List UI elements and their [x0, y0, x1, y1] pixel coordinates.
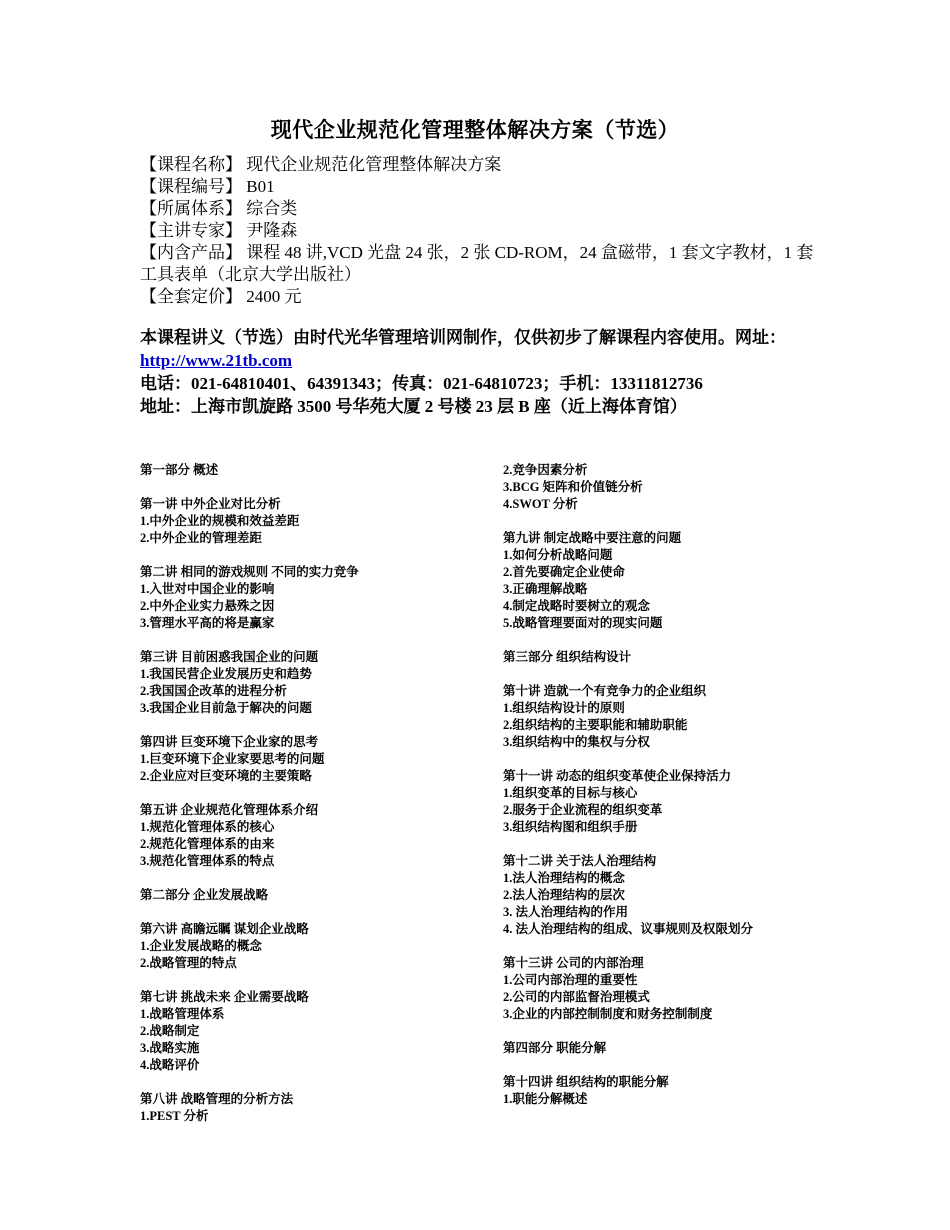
section-gap	[503, 632, 833, 649]
info-label: 【主讲专家】	[140, 221, 242, 240]
toc-item: 3.BCG 矩阵和价值链分析	[503, 480, 643, 494]
toc-item: 2.战略管理的特点	[140, 956, 237, 970]
toc-item: 2.服务于企业流程的组织变革	[503, 803, 663, 817]
section-gap	[140, 972, 480, 989]
toc-heading: 第十二讲 关于法人治理结构	[503, 854, 657, 868]
toc-item: 1.组织变革的目标与核心	[503, 786, 638, 800]
toc-item: 3.管理水平高的将是赢家	[140, 616, 275, 630]
toc-item: 1.企业发展战略的概念	[140, 939, 262, 953]
notice-description: 本课程讲义（节选）由时代光华管理培训网制作，仅供初步了解课程内容使用。网址：	[140, 328, 786, 347]
toc-heading: 第七讲 挑战未来 企业需要战略	[140, 990, 309, 1004]
info-row-category	[140, 198, 820, 220]
toc-item: 2.规范化管理体系的由来	[140, 837, 275, 851]
course-info	[140, 154, 820, 308]
info-row-course-name	[140, 154, 820, 176]
info-label: 【所属体系】	[140, 199, 242, 218]
toc-item: 3.规范化管理体系的特点	[140, 854, 275, 868]
toc-item: 1.入世对中国企业的影响	[140, 582, 275, 596]
toc-item: 3.我国企业目前急于解决的问题	[140, 701, 312, 715]
toc-heading: 第十三讲 公司的内部治理	[503, 956, 644, 970]
info-value: 课程 48 讲,VCD 光盘 24 张，2 张 CD-ROM，24 盒磁带，1 套文字教材，1 套工具表单（北京大学出版社）	[140, 243, 814, 284]
toc-item: 1.规范化管理体系的核心	[140, 820, 275, 834]
info-value: 尹隆森	[246, 221, 298, 240]
section-gap	[503, 513, 833, 530]
document-title: 现代企业规范化管理整体解决方案（节选）	[270, 118, 680, 142]
contact-phone: 电话：021-64810401、64391343；传真：021-64810723；手机：13311812736	[140, 374, 703, 393]
toc-heading: 第五讲 企业规范化管理体系介绍	[140, 803, 319, 817]
toc-item: 3.战略实施	[140, 1041, 200, 1055]
section-gap	[503, 751, 833, 768]
toc-heading: 第一讲 中外企业对比分析	[140, 497, 281, 511]
toc-item: 1.如何分析战略问题	[503, 548, 613, 562]
section-gap	[140, 785, 480, 802]
toc-item: 4. 法人治理结构的组成、议事规则及权限划分	[503, 922, 754, 936]
info-row-lecturer	[140, 220, 820, 242]
toc-item: 1.PEST 分析	[140, 1109, 209, 1123]
section-gap	[140, 632, 480, 649]
toc-item: 1.职能分解概述	[503, 1092, 588, 1106]
toc-left-column	[140, 462, 480, 1125]
info-label: 【课程编号】	[140, 177, 242, 196]
toc-item: 2.公司的内部监督治理模式	[503, 990, 650, 1004]
toc-item: 5.战略管理要面对的现实问题	[503, 616, 663, 630]
section-gap	[503, 1023, 833, 1040]
section-gap	[140, 717, 480, 734]
contact-address: 地址：上海市凯旋路 3500 号华苑大厦 2 号楼 23 层 B 座（近上海体育馆）	[140, 397, 687, 416]
toc-item: 3.正确理解战略	[503, 582, 588, 596]
section-gap	[503, 666, 833, 683]
toc-heading: 第六讲 高瞻远瞩 谋划企业战略	[140, 922, 309, 936]
toc-heading: 第十四讲 组织结构的职能分解	[503, 1075, 669, 1089]
info-value: 综合类	[246, 199, 298, 218]
toc-heading: 第三部分 组织结构设计	[503, 650, 632, 664]
section-gap	[140, 1074, 480, 1091]
info-value: 现代企业规范化管理整体解决方案	[246, 155, 502, 174]
toc-heading: 第九讲 制定战略中要注意的问题	[503, 531, 682, 545]
toc-item: 2.我国国企改革的进程分析	[140, 684, 287, 698]
website-link[interactable]: http://www.21tb.com	[140, 351, 293, 370]
toc-item: 2.战略制定	[140, 1024, 200, 1038]
info-row-products	[140, 242, 820, 286]
section-gap	[503, 938, 833, 955]
info-value: B01	[246, 177, 275, 196]
toc-item: 4.制定战略时要树立的观念	[503, 599, 650, 613]
toc-item: 2.法人治理结构的层次	[503, 888, 625, 902]
info-value: 2400 元	[246, 287, 302, 306]
notice-text	[140, 326, 820, 372]
toc-item: 1.中外企业的规模和效益差距	[140, 514, 300, 528]
info-row-course-code	[140, 176, 820, 198]
toc-item: 1.巨变环境下企业家要思考的问题	[140, 752, 325, 766]
info-row-price	[140, 286, 820, 308]
toc-heading: 第四部分 职能分解	[503, 1041, 607, 1055]
toc-item: 2.首先要确定企业使命	[503, 565, 625, 579]
toc-item: 1.战略管理体系	[140, 1007, 225, 1021]
toc-item: 2.企业应对巨变环境的主要策略	[140, 769, 312, 783]
section-gap	[140, 479, 480, 496]
section-gap	[140, 870, 480, 887]
toc-heading: 第三讲 目前困惑我国企业的问题	[140, 650, 319, 664]
toc-item: 1.组织结构设计的原则	[503, 701, 625, 715]
toc-item: 3. 法人治理结构的作用	[503, 905, 629, 919]
section-gap	[140, 547, 480, 564]
toc-item: 2.组织结构的主要职能和辅助职能	[503, 718, 688, 732]
toc-item: 1.我国民营企业发展历史和趋势	[140, 667, 312, 681]
info-label: 【全套定价】	[140, 287, 242, 306]
toc-heading: 第八讲 战略管理的分析方法	[140, 1092, 294, 1106]
info-label: 【内含产品】	[140, 243, 242, 262]
info-label: 【课程名称】	[140, 155, 242, 174]
toc-item: 2.中外企业实力悬殊之因	[140, 599, 275, 613]
toc-heading: 第二部分 企业发展战略	[140, 888, 269, 902]
toc-heading: 第十一讲 动态的组织变革使企业保持活力	[503, 769, 732, 783]
toc-heading: 第一部分 概述	[140, 463, 219, 477]
toc-item: 4.SWOT 分析	[503, 497, 578, 511]
toc-item: 3.企业的内部控制制度和财务控制制度	[503, 1007, 713, 1021]
toc-item: 3.组织结构图和组织手册	[503, 820, 638, 834]
toc-heading: 第十讲 造就一个有竞争力的企业组织	[503, 684, 707, 698]
toc-item: 3.组织结构中的集权与分权	[503, 735, 650, 749]
toc-item: 1.公司内部治理的重要性	[503, 973, 638, 987]
toc-item: 2.竞争因素分析	[503, 463, 588, 477]
toc-item: 4.战略评价	[140, 1058, 200, 1072]
toc-heading: 第二讲 相同的游戏规则 不同的实力竞争	[140, 565, 359, 579]
toc-item: 2.中外企业的管理差距	[140, 531, 262, 545]
toc-heading: 第四讲 巨变环境下企业家的思考	[140, 735, 319, 749]
section-gap	[140, 904, 480, 921]
toc-right-column	[503, 462, 833, 1108]
section-gap	[503, 1057, 833, 1074]
notice-block	[140, 326, 820, 418]
section-gap	[503, 836, 833, 853]
toc-item: 1.法人治理结构的概念	[503, 871, 625, 885]
